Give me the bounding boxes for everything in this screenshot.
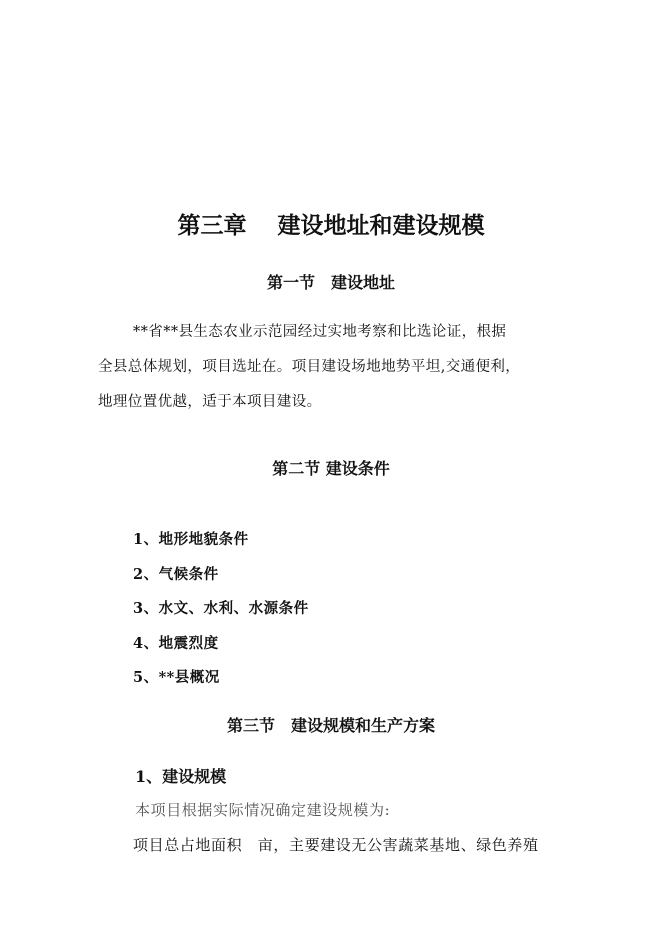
section-1-paragraph-line: **省**县生态农业示范园经过实地考察和比选论证，根据 [133, 324, 507, 340]
list-item: 2、气候条件 [133, 566, 219, 583]
list-item: 3、水文、水利、水源条件 [133, 600, 309, 617]
section-1-title: 第一节 建设地址 [266, 273, 395, 292]
section-3-subheading: 1、建设规模 [135, 767, 227, 786]
section-3-body-line: 本项目根据实际情况确定建设规模为: [135, 801, 391, 819]
section-3-title: 第三节 建设规模和生产方案 [226, 716, 435, 735]
section-1-paragraph-line: 全县总体规划，项目选址在。项目建设场地地势平坦,交通便利， [98, 359, 521, 375]
list-item: 5、**县概况 [133, 669, 220, 686]
section-1-paragraph-line: 地理位置优越，适于本项目建设。 [98, 394, 322, 410]
chapter-title: 第三章 建设地址和建设规模 [177, 212, 485, 239]
section-3-body-line: 项目总占地面积 亩，主要建设无公害蔬菜基地、绿色养殖 [133, 836, 539, 854]
list-item: 1、地形地貌条件 [133, 531, 249, 548]
list-item: 4、地震烈度 [133, 635, 219, 652]
section-2-title: 第二节 建设条件 [272, 459, 390, 478]
